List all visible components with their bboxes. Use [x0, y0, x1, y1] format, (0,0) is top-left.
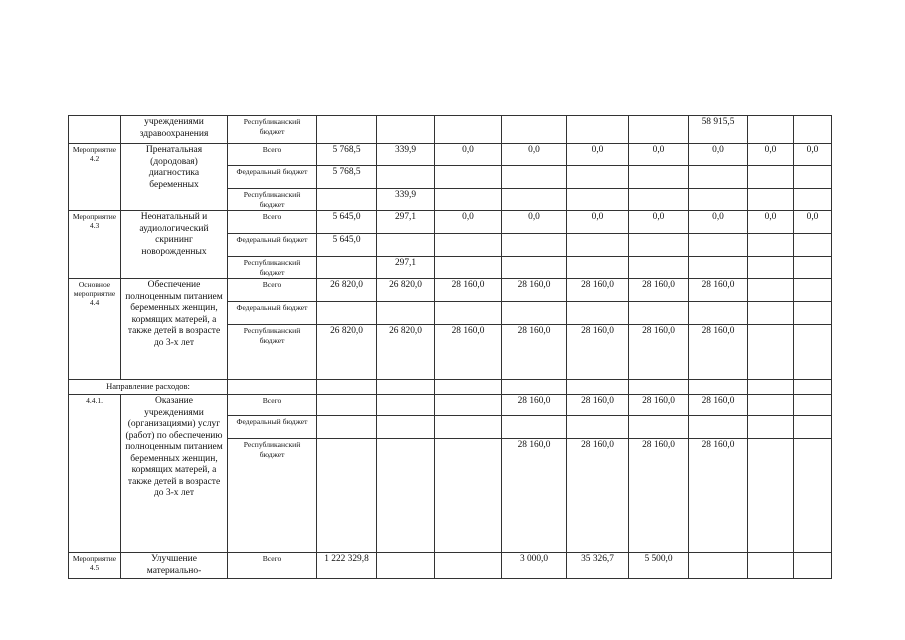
value-cell: [748, 395, 794, 416]
value-cell: [689, 189, 748, 211]
value-cell: [377, 302, 435, 325]
value-cell: [435, 166, 502, 189]
value-cell: 28 160,0: [689, 325, 748, 380]
measure-code: Основное мероприятие 4.4: [69, 279, 121, 380]
direction-label: Направление расходов:: [69, 380, 228, 395]
value-cell: [794, 234, 832, 257]
table-row: [69, 116, 832, 144]
value-cell: [435, 302, 502, 325]
measure-name: Улучшение материально-: [121, 553, 228, 579]
value-cell: 35 326,7: [567, 553, 629, 579]
value-cell: [748, 439, 794, 553]
value-cell: 28 160,0: [502, 279, 567, 302]
empty-cell: [317, 380, 377, 395]
measure-code: 4.4.1.: [69, 395, 121, 553]
value-cell: [794, 553, 832, 579]
value-cell: 28 160,0: [567, 439, 629, 553]
value-cell: 0,0: [629, 211, 689, 234]
value-cell: [377, 234, 435, 257]
value-cell: [317, 302, 377, 325]
funding-source: Федеральный бюджет: [228, 234, 317, 257]
value-cell: [567, 257, 629, 279]
funding-source: Республиканский бюджет: [228, 189, 317, 211]
value-cell: [689, 166, 748, 189]
funding-source: Федеральный бюджет: [228, 166, 317, 189]
value-cell: [502, 416, 567, 439]
value-cell: [567, 234, 629, 257]
value-cell: [435, 257, 502, 279]
value-cell: [689, 257, 748, 279]
funding-source: Всего: [228, 279, 317, 302]
measure-name: Оказание учреждениями (организациями) услуг (работ) по обеспечению полноценным питанием беременных женщин, кормящих матерей, а также детей в возрасте до 3-х лет: [121, 395, 228, 553]
value-cell: [794, 439, 832, 553]
funding-source: Республиканский бюджет: [228, 257, 317, 279]
empty-cell: [794, 380, 832, 395]
value-cell: [502, 302, 567, 325]
funding-source: Всего: [228, 553, 317, 579]
value-cell: [748, 166, 794, 189]
value-cell: [794, 302, 832, 325]
value-cell: [629, 166, 689, 189]
value-cell: [794, 257, 832, 279]
value-cell: 0,0: [629, 144, 689, 166]
value-cell: 26 820,0: [317, 325, 377, 380]
value-cell: [629, 116, 689, 144]
value-cell: 28 160,0: [567, 395, 629, 416]
value-cell: 297,1: [377, 257, 435, 279]
value-cell: [377, 116, 435, 144]
value-cell: 5 768,5: [317, 144, 377, 166]
value-cell: [689, 553, 748, 579]
value-cell: [794, 189, 832, 211]
funding-source: Федеральный бюджет: [228, 302, 317, 325]
measure-name: Пренатальная (дородовая) диагностика беременных: [121, 144, 228, 211]
empty-cell: [748, 380, 794, 395]
value-cell: [377, 166, 435, 189]
value-cell: [689, 234, 748, 257]
value-cell: 28 160,0: [689, 439, 748, 553]
value-cell: 26 820,0: [377, 325, 435, 380]
value-cell: [317, 439, 377, 553]
value-cell: [502, 257, 567, 279]
funding-source: Всего: [228, 144, 317, 166]
value-cell: 0,0: [748, 144, 794, 166]
table-row: [69, 144, 832, 166]
value-cell: 0,0: [502, 211, 567, 234]
empty-cell: [567, 380, 629, 395]
value-cell: [567, 116, 629, 144]
value-cell: [435, 395, 502, 416]
value-cell: [748, 325, 794, 380]
value-cell: [689, 416, 748, 439]
value-cell: [317, 395, 377, 416]
value-cell: 28 160,0: [629, 279, 689, 302]
value-cell: [794, 279, 832, 302]
value-cell: 0,0: [435, 144, 502, 166]
table-row: [69, 211, 832, 234]
value-cell: [502, 234, 567, 257]
funding-source: Республиканский бюджет: [228, 325, 317, 380]
value-cell: [794, 166, 832, 189]
value-cell: [317, 189, 377, 211]
value-cell: [435, 439, 502, 553]
value-cell: 28 160,0: [435, 325, 502, 380]
value-cell: 28 160,0: [435, 279, 502, 302]
empty-cell: [502, 380, 567, 395]
budget-table: [68, 115, 832, 579]
value-cell: 26 820,0: [317, 279, 377, 302]
direction-row: [69, 380, 832, 395]
value-cell: 0,0: [567, 211, 629, 234]
value-cell: 0,0: [435, 211, 502, 234]
value-cell: 28 160,0: [502, 395, 567, 416]
funding-source: Республиканский бюджет: [228, 439, 317, 553]
value-cell: [629, 416, 689, 439]
value-cell: 0,0: [794, 211, 832, 234]
value-cell: [435, 553, 502, 579]
funding-source: Республиканский бюджет: [228, 116, 317, 144]
measure-name: учреждениями здравоохранения: [121, 116, 228, 144]
value-cell: 5 768,5: [317, 166, 377, 189]
value-cell: [689, 302, 748, 325]
value-cell: 0,0: [689, 144, 748, 166]
value-cell: 3 000,0: [502, 553, 567, 579]
value-cell: 339,9: [377, 144, 435, 166]
value-cell: [567, 302, 629, 325]
measure-code: Мероприятие 4.2: [69, 144, 121, 211]
measure-name: Неонатальный и аудиологический скрининг новорожденных: [121, 211, 228, 279]
value-cell: [377, 416, 435, 439]
value-cell: [567, 166, 629, 189]
measure-code: Мероприятие 4.5: [69, 553, 121, 579]
empty-cell: [689, 380, 748, 395]
value-cell: [748, 416, 794, 439]
value-cell: [748, 189, 794, 211]
value-cell: 297,1: [377, 211, 435, 234]
value-cell: [502, 166, 567, 189]
value-cell: 0,0: [567, 144, 629, 166]
value-cell: 0,0: [689, 211, 748, 234]
value-cell: [317, 116, 377, 144]
value-cell: 58 915,5: [689, 116, 748, 144]
value-cell: 339,9: [377, 189, 435, 211]
empty-cell: [377, 380, 435, 395]
value-cell: [748, 116, 794, 144]
value-cell: [794, 395, 832, 416]
value-cell: [794, 116, 832, 144]
value-cell: 0,0: [748, 211, 794, 234]
value-cell: [794, 416, 832, 439]
value-cell: [629, 302, 689, 325]
value-cell: 28 160,0: [689, 279, 748, 302]
measure-code: [69, 116, 121, 144]
value-cell: 28 160,0: [629, 439, 689, 553]
value-cell: 26 820,0: [377, 279, 435, 302]
value-cell: [435, 234, 502, 257]
value-cell: [377, 395, 435, 416]
funding-source: Всего: [228, 395, 317, 416]
value-cell: [748, 553, 794, 579]
value-cell: [748, 234, 794, 257]
value-cell: [317, 257, 377, 279]
value-cell: [502, 189, 567, 211]
value-cell: [435, 416, 502, 439]
value-cell: 28 160,0: [629, 325, 689, 380]
value-cell: [629, 257, 689, 279]
value-cell: [435, 189, 502, 211]
value-cell: [377, 553, 435, 579]
value-cell: 1 222 329,8: [317, 553, 377, 579]
funding-source: Федеральный бюджет: [228, 416, 317, 439]
value-cell: [435, 116, 502, 144]
value-cell: [748, 279, 794, 302]
table-row: [69, 279, 832, 302]
table-row: [69, 395, 832, 416]
table-row: [69, 553, 832, 579]
empty-cell: [228, 380, 317, 395]
value-cell: 28 160,0: [689, 395, 748, 416]
value-cell: [748, 302, 794, 325]
value-cell: 28 160,0: [567, 325, 629, 380]
value-cell: [748, 257, 794, 279]
value-cell: 0,0: [794, 144, 832, 166]
measure-name: Обеспечение полноценным питанием беременных женщин, кормящих матерей, а также детей в возрасте до 3-х лет: [121, 279, 228, 380]
value-cell: 28 160,0: [567, 279, 629, 302]
value-cell: [629, 189, 689, 211]
empty-cell: [629, 380, 689, 395]
value-cell: [317, 416, 377, 439]
value-cell: [629, 234, 689, 257]
value-cell: 5 500,0: [629, 553, 689, 579]
value-cell: [377, 439, 435, 553]
table-body: [69, 116, 832, 579]
value-cell: 5 645,0: [317, 234, 377, 257]
value-cell: 0,0: [502, 144, 567, 166]
measure-code: Мероприятие 4.3: [69, 211, 121, 279]
value-cell: [794, 325, 832, 380]
value-cell: [502, 116, 567, 144]
value-cell: 28 160,0: [502, 325, 567, 380]
value-cell: 28 160,0: [502, 439, 567, 553]
empty-cell: [435, 380, 502, 395]
value-cell: [567, 189, 629, 211]
value-cell: 5 645,0: [317, 211, 377, 234]
value-cell: 28 160,0: [629, 395, 689, 416]
funding-source: Всего: [228, 211, 317, 234]
value-cell: [567, 416, 629, 439]
